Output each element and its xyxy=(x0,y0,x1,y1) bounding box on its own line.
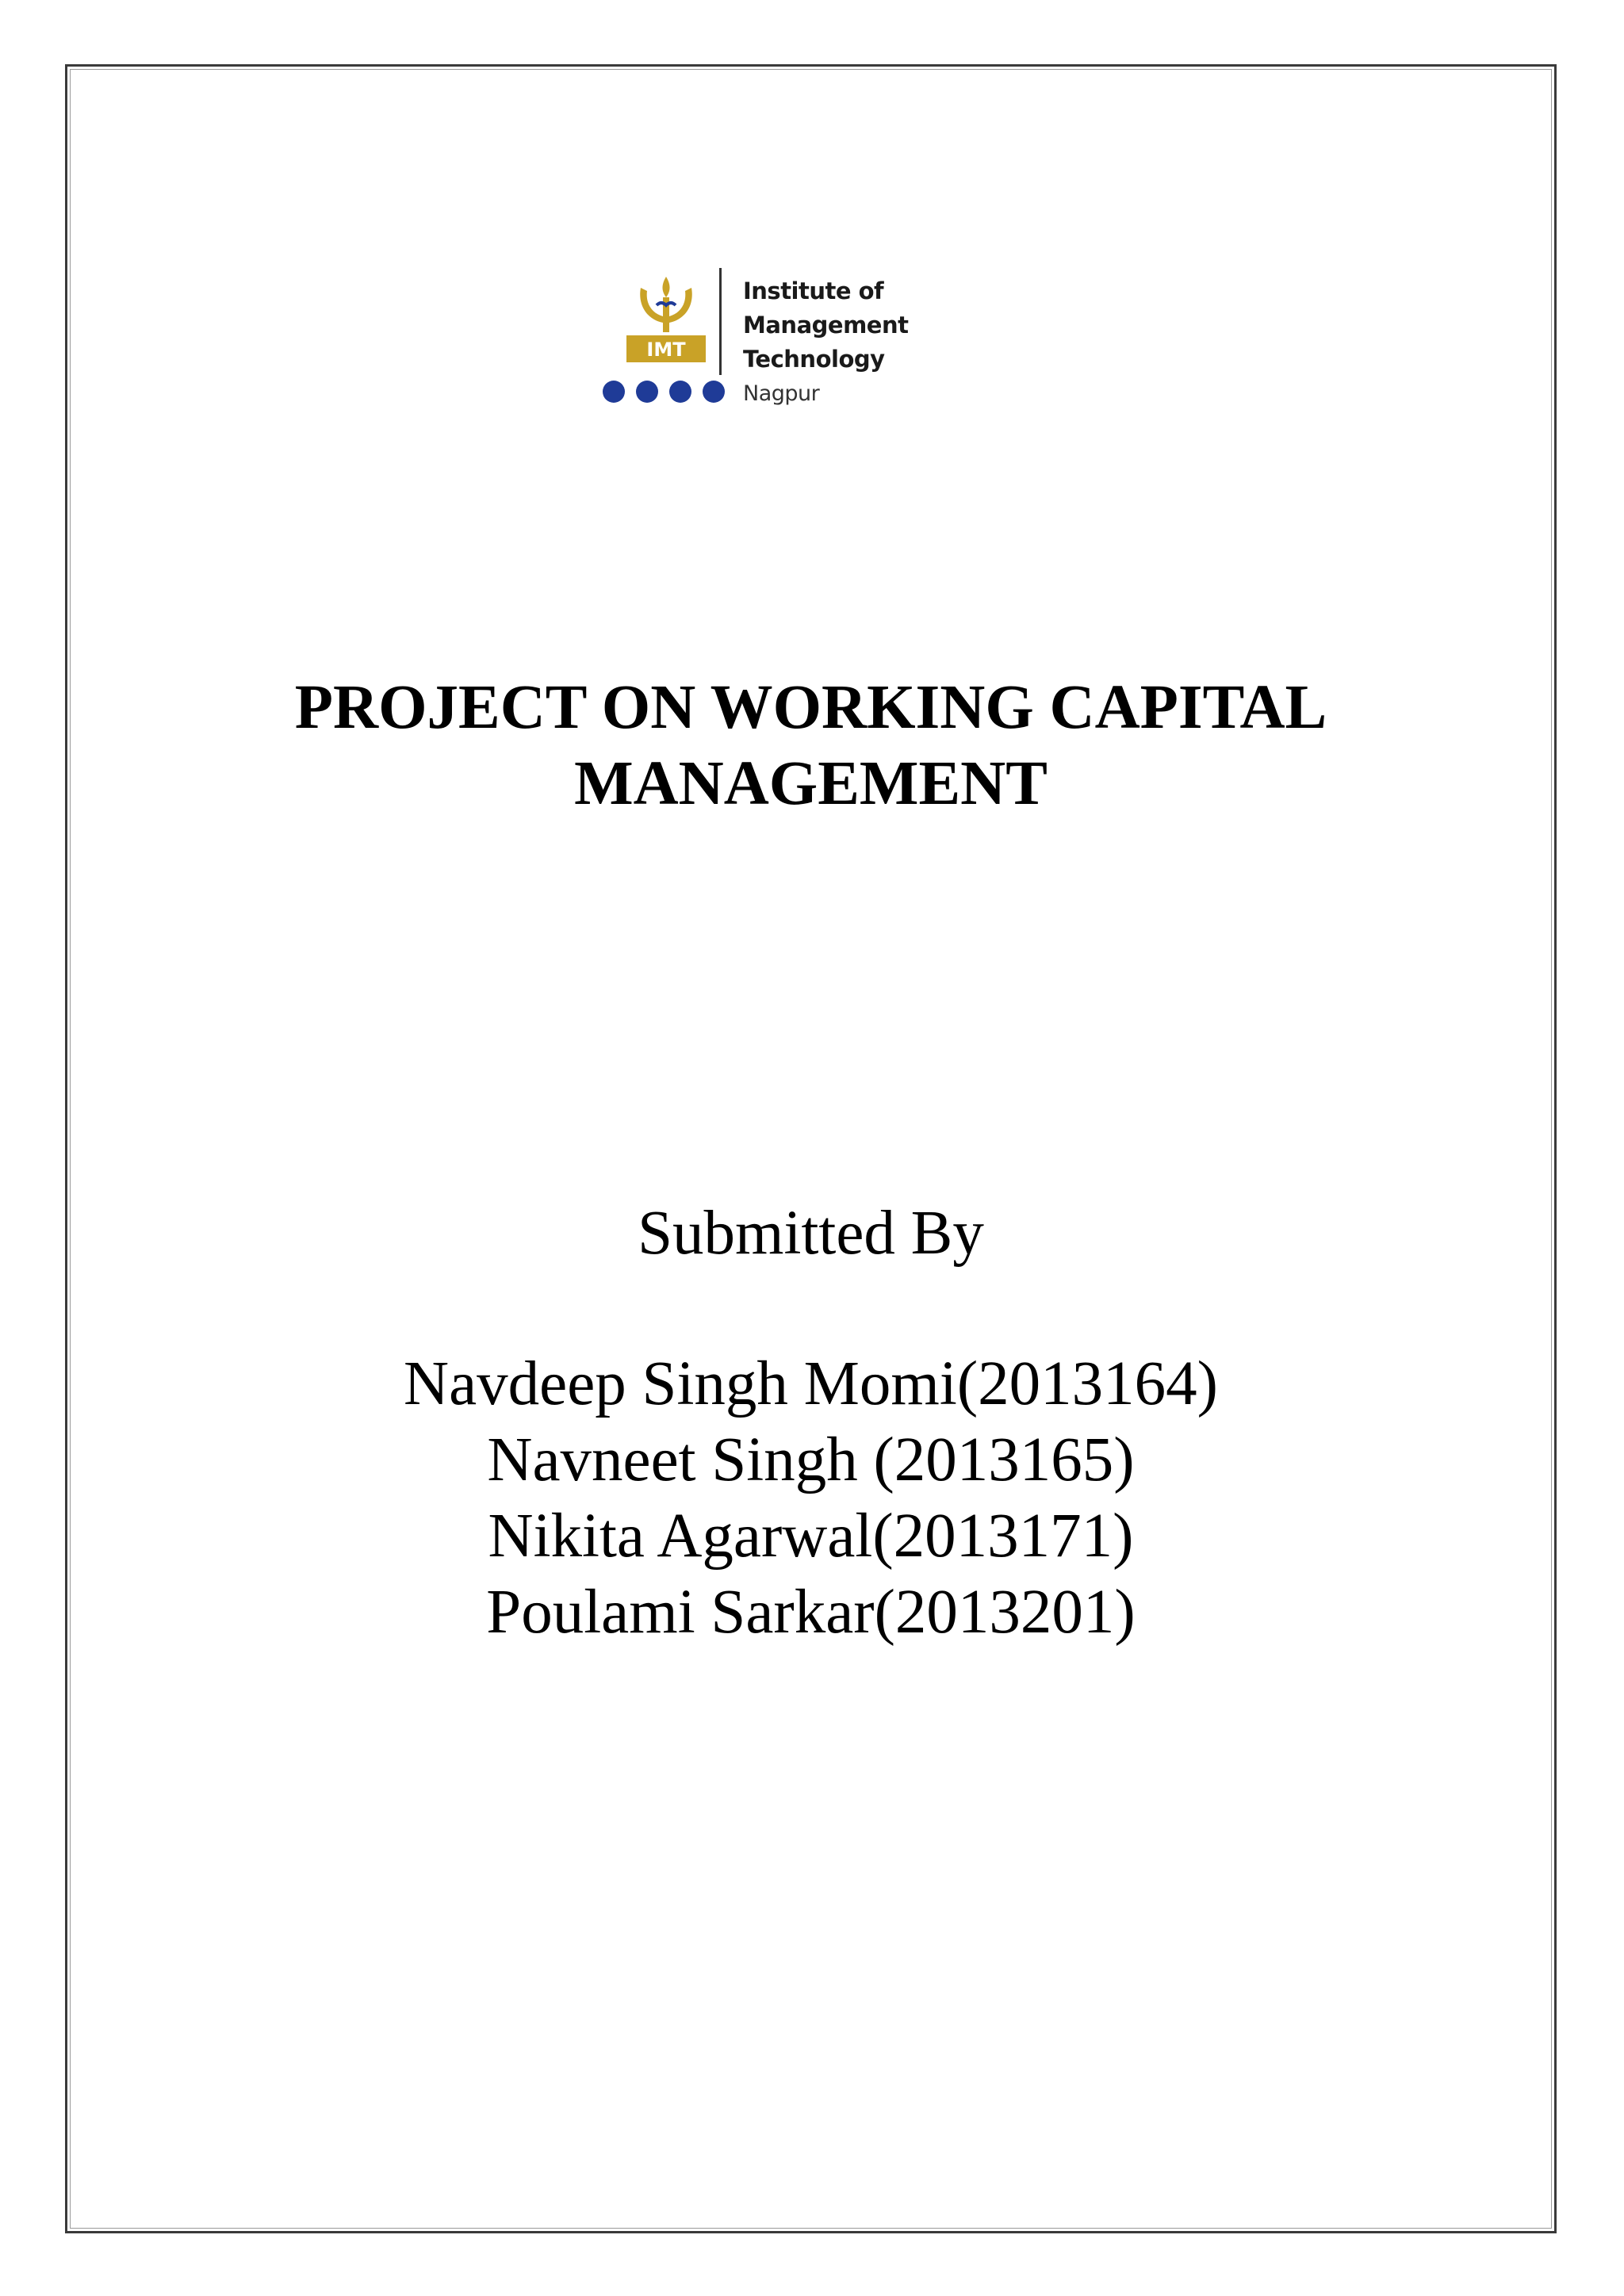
logo-dot xyxy=(603,381,625,403)
submitted-by-label: Submitted By xyxy=(638,1199,984,1268)
logo-dots xyxy=(603,381,725,403)
logo-dot xyxy=(669,381,691,403)
member-name: Nikita Agarwal(2013171) xyxy=(488,1502,1134,1571)
member-name: Navneet Singh (2013165) xyxy=(487,1425,1135,1494)
imt-trident-emblem-icon xyxy=(626,274,706,365)
member-name: Poulami Sarkar(2013201) xyxy=(486,1578,1136,1647)
emblem-label: IMT xyxy=(646,339,686,361)
logo-line-management: Management Technology xyxy=(743,312,909,373)
institute-logo xyxy=(603,262,1031,412)
logo-dot xyxy=(703,381,725,403)
member-name: Navdeep Singh Momi(2013164) xyxy=(404,1349,1218,1418)
logo-line-city: Nagpur xyxy=(743,381,820,406)
logo-divider xyxy=(719,268,722,375)
logo-text xyxy=(743,274,1031,411)
project-title xyxy=(65,670,1557,822)
project-title-line-2: MANAGEMENT xyxy=(574,749,1048,818)
logo-dot xyxy=(636,381,658,403)
logo-line-institute: Institute of xyxy=(743,277,884,304)
project-title-line-1: PROJECT ON WORKING CAPITAL xyxy=(294,673,1327,742)
member-list xyxy=(65,1346,1557,1651)
